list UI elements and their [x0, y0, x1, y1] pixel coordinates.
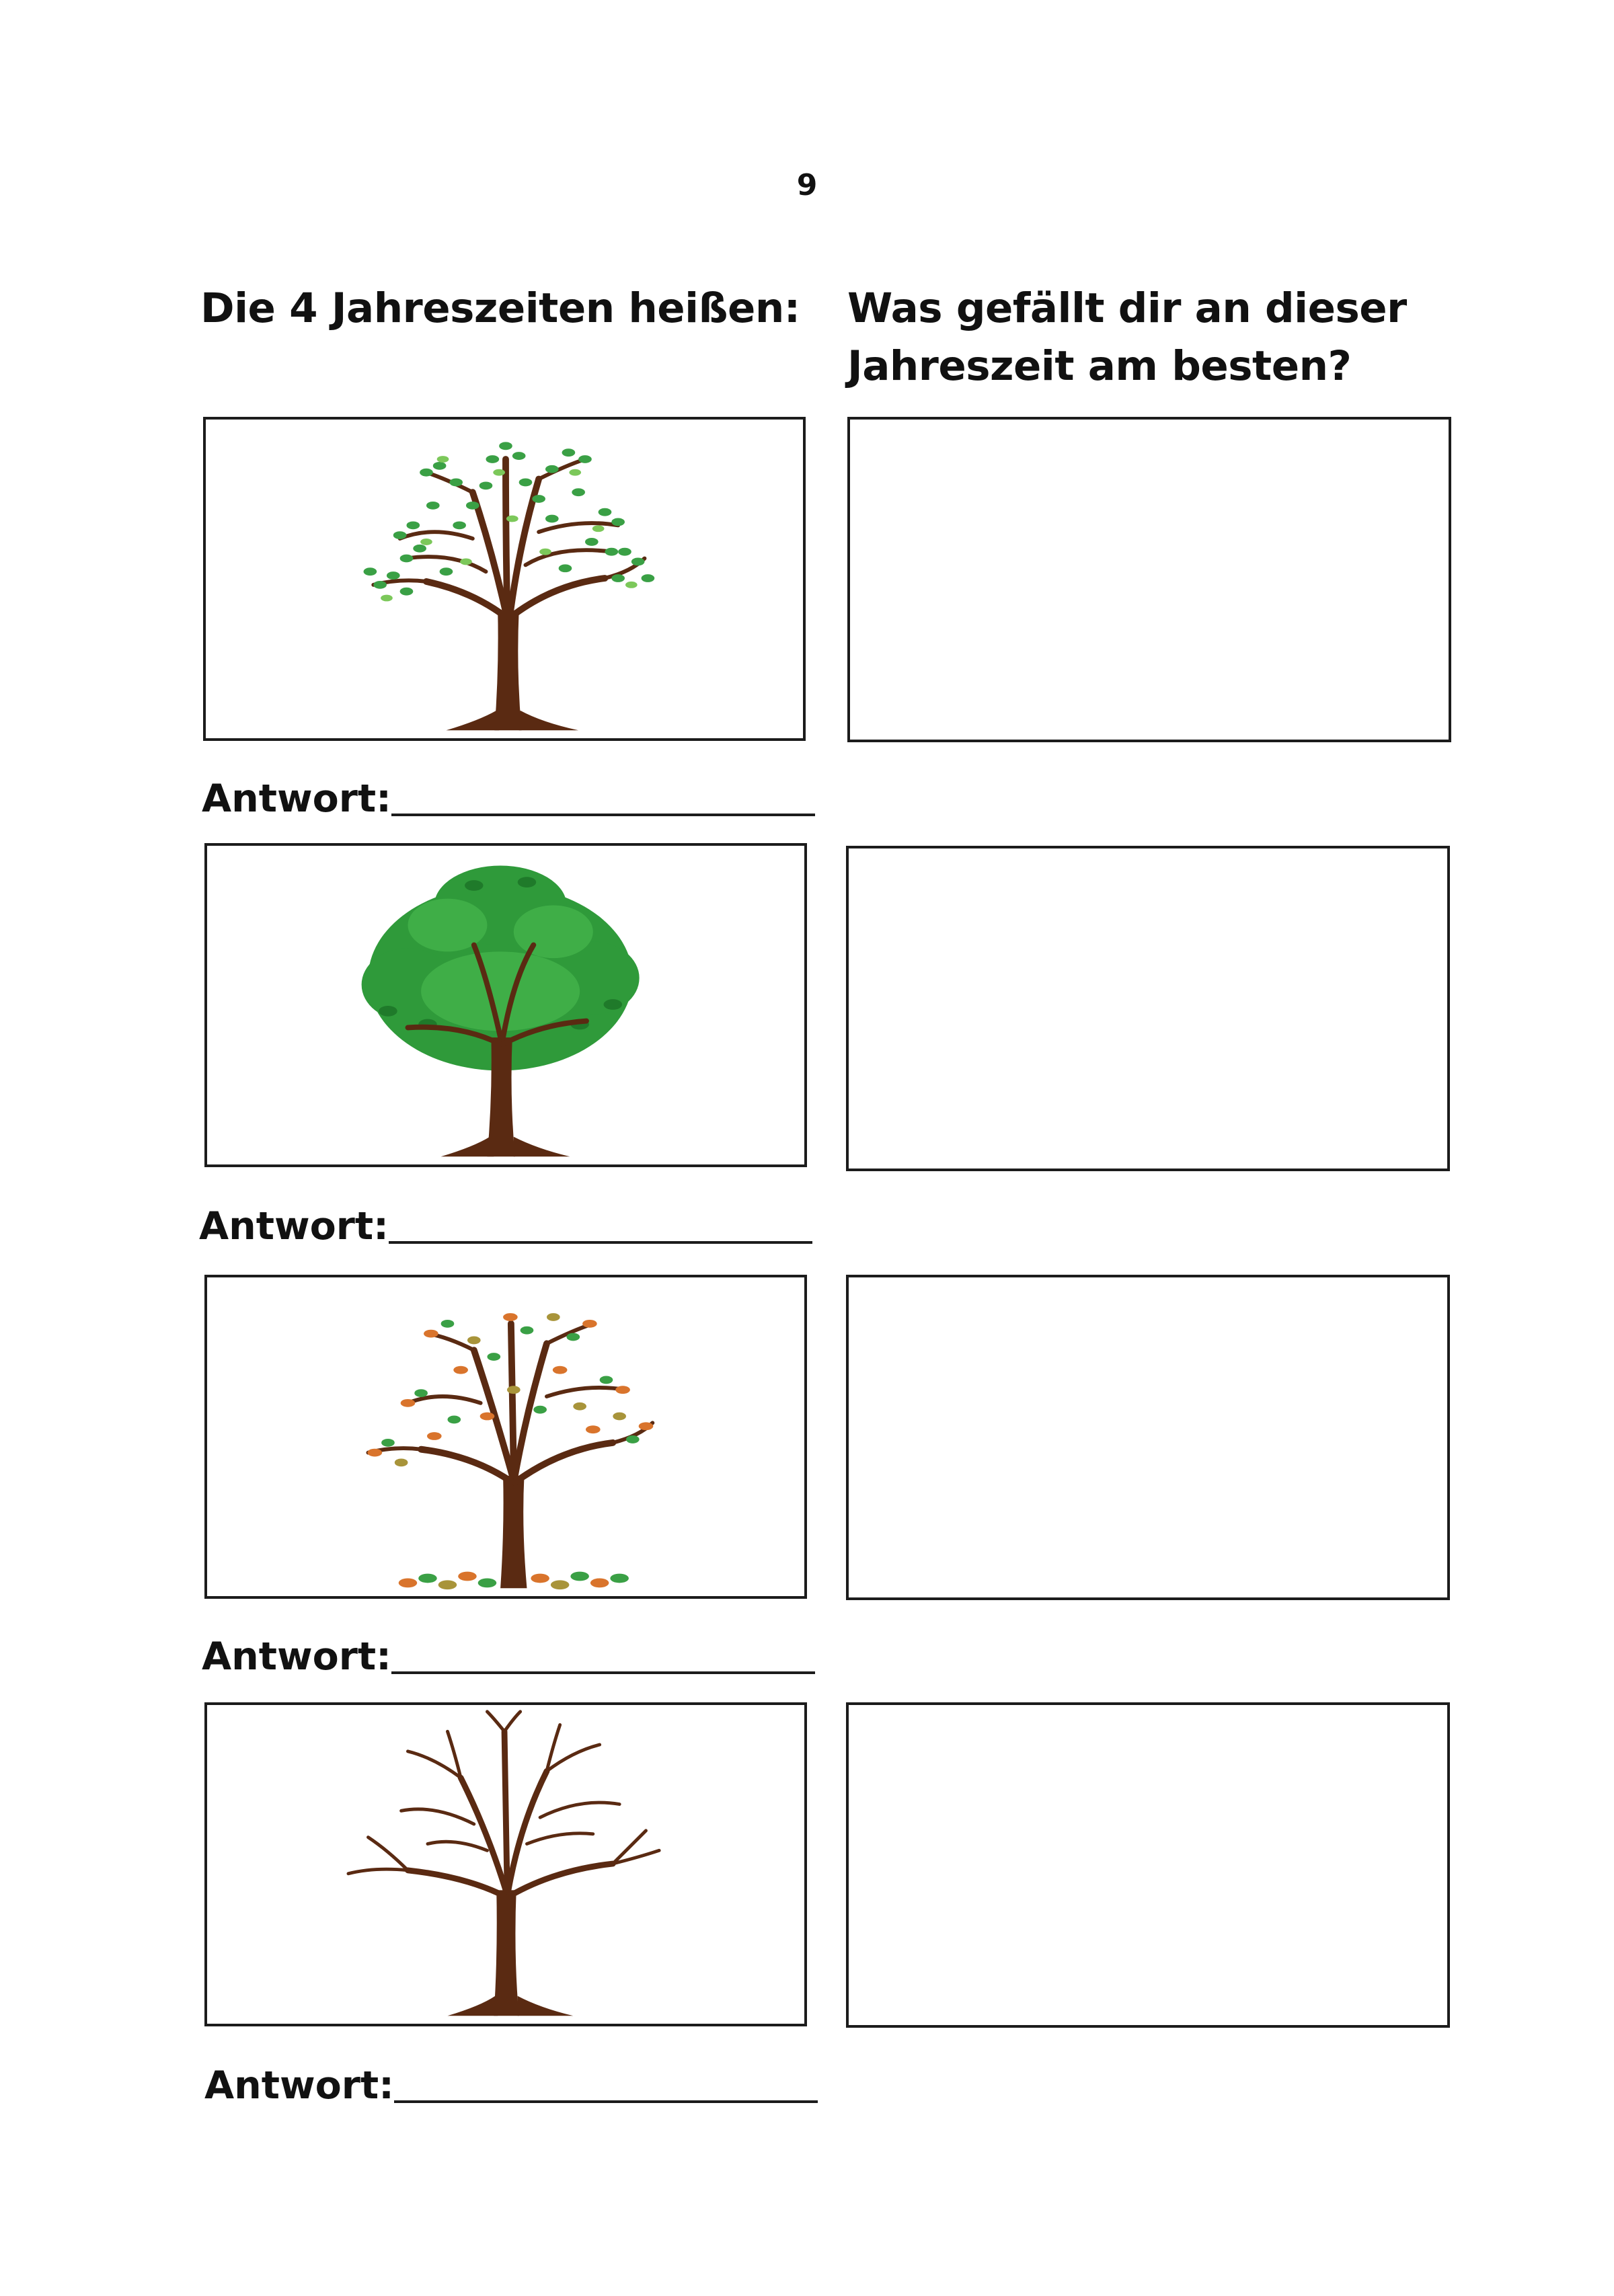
page-number: 9 [796, 168, 818, 202]
answer-line-1[interactable] [391, 814, 815, 816]
sparse-green-tree-icon [206, 420, 803, 738]
favorite-answer-box-4[interactable] [846, 1702, 1450, 2028]
heading-seasons: Die 4 Jahreszeiten heißen: [200, 284, 800, 332]
answer-row-3 [202, 1635, 815, 1678]
answer-line-2[interactable] [389, 1241, 812, 1244]
answer-label: Antwort: [202, 777, 391, 821]
answer-label: Antwort: [199, 1204, 389, 1249]
answer-line-3[interactable] [391, 1671, 815, 1674]
favorite-answer-box-2[interactable] [846, 846, 1450, 1171]
tree-box-3 [204, 1275, 807, 1599]
bare-tree-icon [207, 1705, 804, 2024]
autumn-tree-icon [207, 1277, 804, 1596]
tree-box-4 [204, 1702, 807, 2026]
favorite-answer-box-3[interactable] [846, 1275, 1450, 1600]
answer-row-1 [202, 777, 815, 820]
answer-label: Antwort: [204, 2063, 394, 2108]
heading-favorite: Was gefällt dir an dieser Jahreszeit am besten? [847, 284, 1407, 390]
answer-label: Antwort: [202, 1634, 391, 1679]
answer-line-4[interactable] [394, 2100, 818, 2103]
favorite-answer-box-1[interactable] [847, 417, 1451, 742]
tree-box-2 [204, 843, 807, 1167]
full-green-tree-icon [207, 846, 804, 1164]
tree-box-1 [203, 417, 806, 741]
answer-row-4 [204, 2064, 818, 2107]
answer-row-2 [199, 1205, 812, 1248]
